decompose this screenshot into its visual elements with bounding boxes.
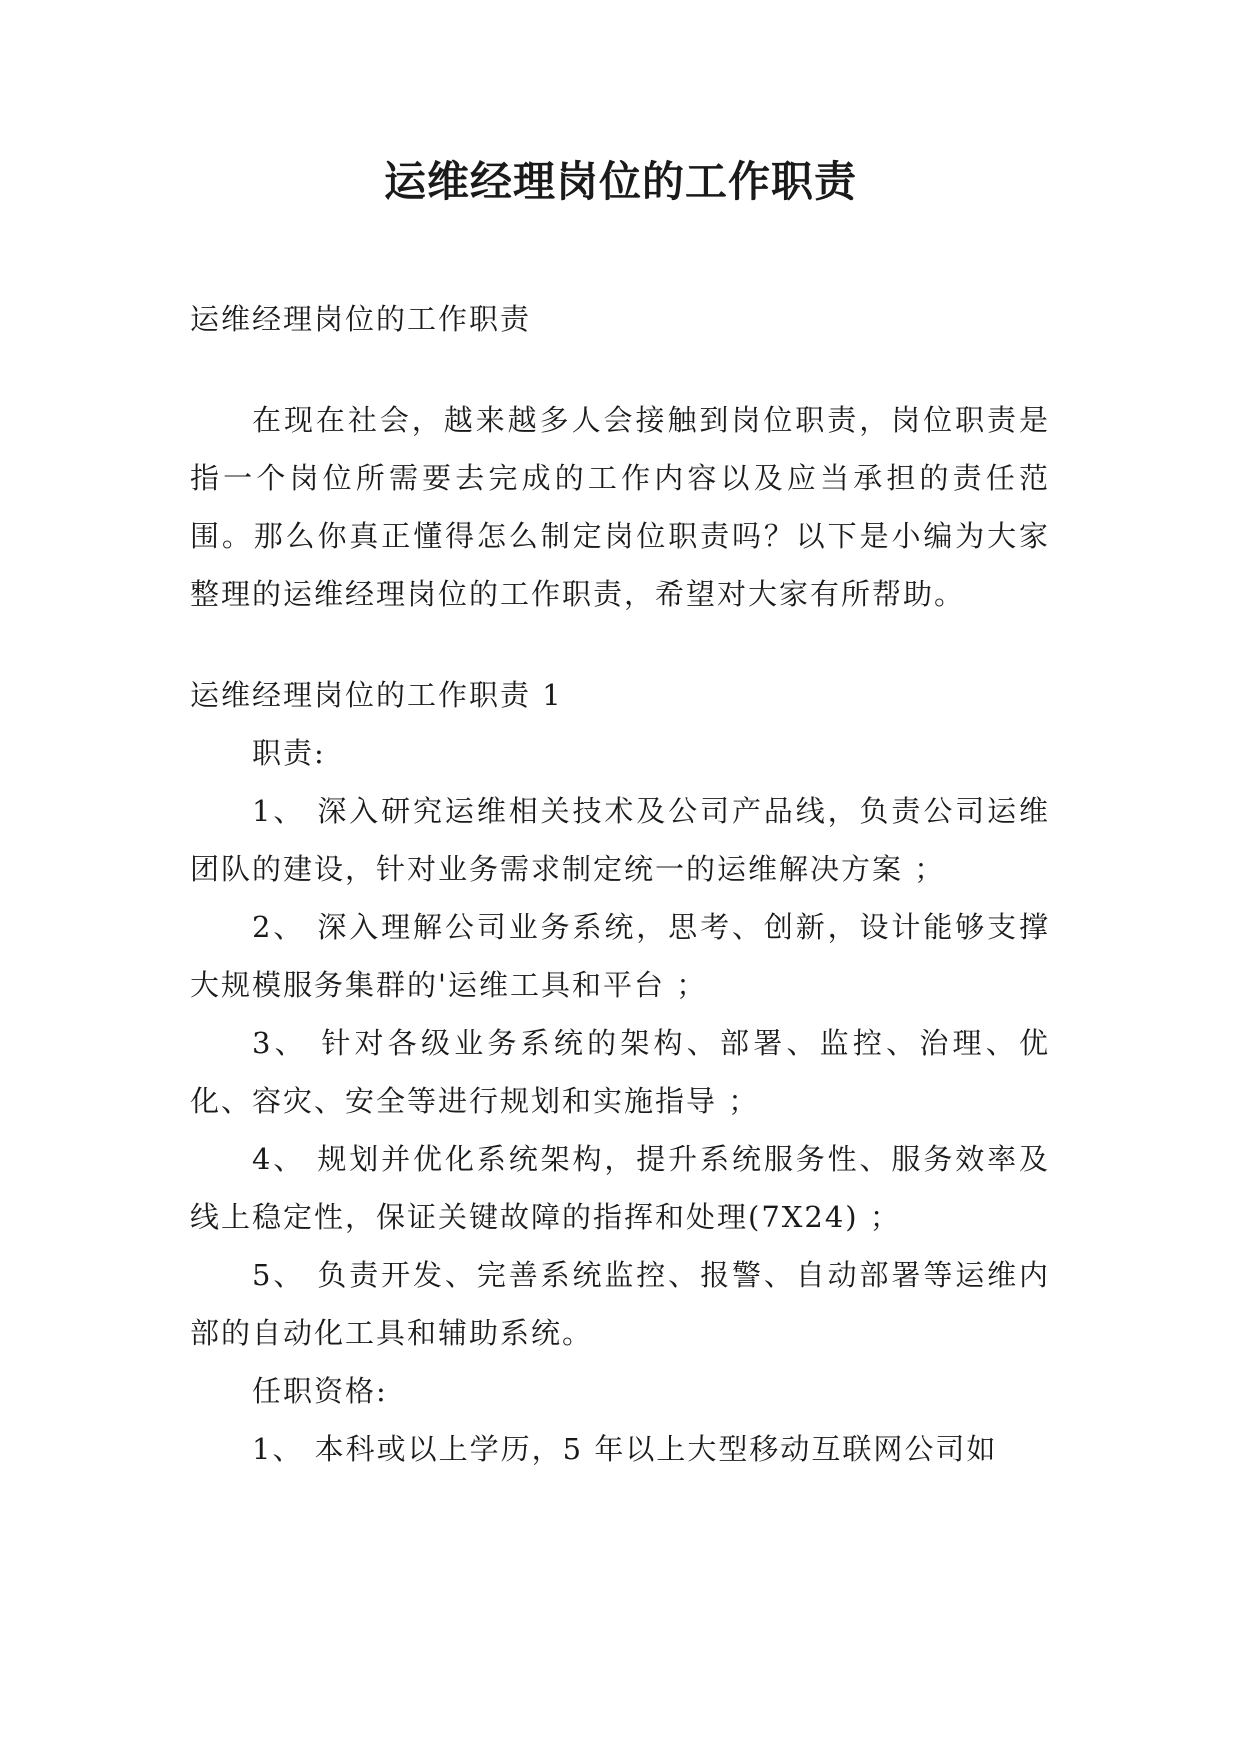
- document-title: 运维经理岗位的工作职责: [383, 157, 857, 206]
- document-body: [190, 290, 1050, 1478]
- document-subtitle: 运维经理岗位的工作职责: [190, 302, 532, 336]
- duty-item-4: 4、 规划并优化系统架构，提升系统服务性、服务效率及线上稳定性，保证关键故障的指挥和处理(7X24) ；: [190, 1142, 1050, 1234]
- duty-item-2: 2、 深入理解公司业务系统，思考、创新，设计能够支撑大规模服务集群的'运维工具和平台 ；: [190, 910, 1050, 1002]
- duty-item-3: 3、 针对各级业务系统的架构、部署、监控、治理、优化、容灾、安全等进行规划和实施指导 ；: [190, 1026, 1050, 1118]
- duty-item-5: 5、 负责开发、完善系统监控、报警、自动部署等运维内部的自动化工具和辅助系统。: [190, 1258, 1050, 1350]
- qualification-item-1: 1、 本科或以上学历，5 年以上大型移动互联网公司如: [252, 1432, 998, 1466]
- section-heading: 运维经理岗位的工作职责 1: [190, 678, 563, 712]
- duties-label: 职责:: [252, 736, 326, 770]
- qualifications-label: 任职资格:: [252, 1374, 388, 1408]
- intro-paragraph: 在现在社会，越来越多人会接触到岗位职责，岗位职责是指一个岗位所需要去完成的工作内容以及应当承担的责任范围。那么你真正懂得怎么制定岗位职责吗？以下是小编为大家整理的运维经理岗位的工作职责，希望对大家有所帮助。: [190, 403, 1050, 611]
- duty-item-1: 1、 深入研究运维相关技术及公司产品线，负责公司运维团队的建设，针对业务需求制定统一的运维解决方案 ；: [190, 794, 1050, 886]
